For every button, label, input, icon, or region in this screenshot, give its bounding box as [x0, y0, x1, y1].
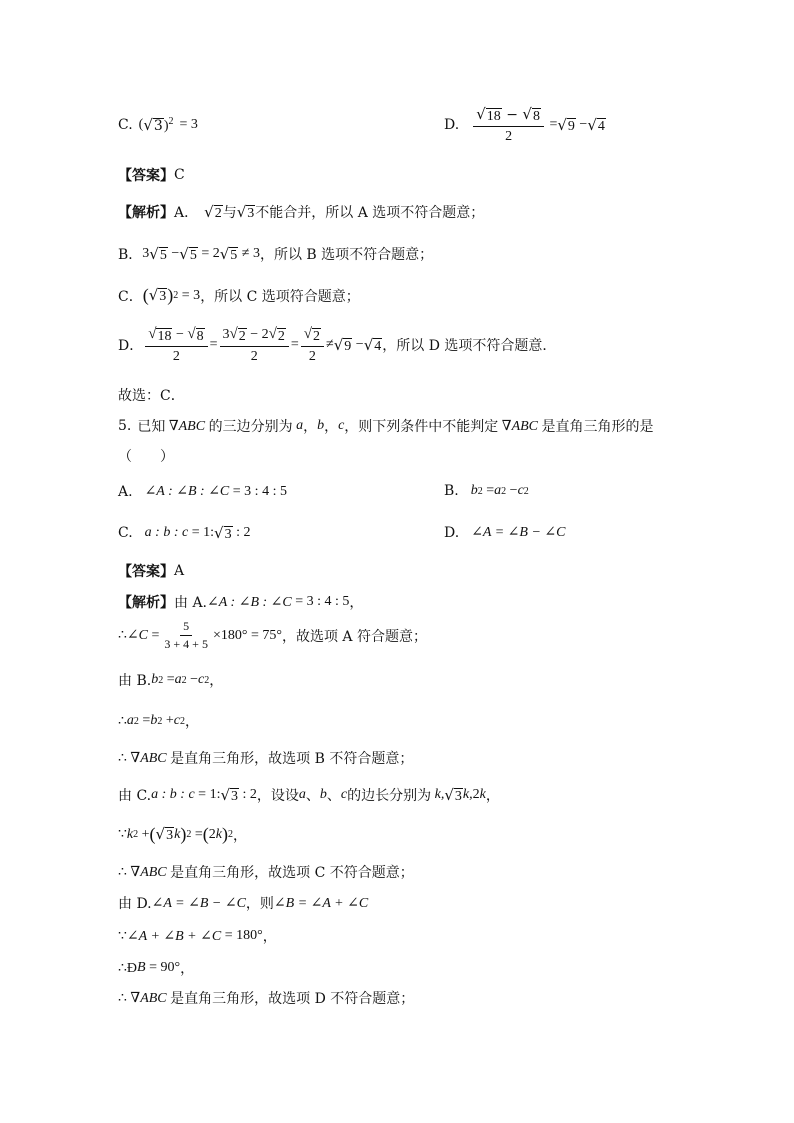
- option-label: D.: [444, 117, 460, 134]
- analysis2-line-9: 由 D. ∠A = ∠B − ∠C ，则 ∠B = ∠A + ∠C: [118, 895, 369, 912]
- question-5-paren: （ ）: [118, 449, 174, 465]
- answer-value: A: [174, 563, 185, 579]
- prev-option-c: C. ( √ 3 )$^2$ = 3: [118, 116, 198, 135]
- analysis2-line-12: ∴ ∇ABC 是直角三角形，故选项 D 不符合题意；: [118, 990, 415, 1007]
- analysis-line-c: C． ( √ 3 ) 2 = 3 ，所以 C 选项符合题意；: [118, 285, 360, 305]
- conclusion-line: 故选：C．: [118, 388, 185, 404]
- q5-option-b: B. b 2 = a 2 − c 2: [444, 483, 529, 499]
- answer-label: 【答案】: [118, 168, 174, 184]
- analysis2-line-10: ∵ ∠A + ∠B + ∠C = 180° ，: [118, 928, 277, 945]
- analysis2-line-8: ∴ ∇ABC 是直角三角形，故选项 C 不符合题意；: [118, 864, 414, 881]
- analysis-label: 【解析】: [118, 205, 174, 221]
- answer-line-2: [118, 561, 184, 581]
- option-text: = 3: [179, 117, 198, 133]
- analysis2-line-2: ∴ ∠C = $\frac{5}{3 + 4 + 5}$ ×180° = 75° ，故选项 A 符合题意；: [118, 619, 427, 652]
- analysis2-line-5: ∴ ∇ABC 是直角三角形，故选项 B 不符合题意；: [118, 750, 414, 767]
- analysis-line-a: 【解析】 A． √ 2 与 √ 3 不能合并，所以 A 选项不符合题意；: [118, 202, 485, 221]
- answer-line: [118, 165, 185, 185]
- analysis2-line-4: ∴ a 2 = b 2 + c 2 ，: [118, 713, 199, 730]
- analysis-line-b: B． 3 √ 5 − √ 5 = 2 √ 5 ≠ 3 ，所以 B 选项不符合题意；: [118, 244, 434, 263]
- analysis-line-d: D． √ 18 − √ 8 2 = 3 √ 2 − 2 √ 2 2 = √ 2 2 ≠ √ 9 − √ 4 ，所以 D 选项不符合题意．: [118, 326, 557, 365]
- prev-option-d: D. √ 18 − √ 8 2 = √ 9 − √ 4: [444, 105, 605, 145]
- analysis2-line-6: 由 C. a : b : c = 1: √ 3 : 2 ，设设 a 、 b 、 c 的边长分别为 k, √ 3 k, 2 k ，: [118, 785, 500, 804]
- analysis2-line-11: ∴Ð B = 90° ，: [118, 960, 195, 977]
- option-label: C.: [118, 117, 133, 134]
- question-number: 5.: [118, 418, 132, 434]
- answer-label: 【答案】: [118, 564, 174, 580]
- q5-option-d: D. ∠A = ∠B − ∠C: [444, 524, 566, 541]
- analysis2-line-3: 由 B. b 2 = a 2 − c 2 ，: [118, 672, 224, 689]
- answer-value: C: [174, 167, 185, 183]
- fraction: √ 18 − √ 8 2: [473, 106, 544, 145]
- q5-option-c: C. a : b : c = 1: √ 3 : 2: [118, 524, 251, 542]
- analysis2-line-7: ∵ k 2 + ( √ 3 k ) 2 = ( 2 k ) 2 ，: [118, 824, 247, 844]
- question-5-stem: 5. 已知 ∇ABC 的三边分别为 a ， b ， c ，则下列条件中不能判定 ∇ABC 是直角三角形的是: [118, 418, 654, 435]
- analysis2-line-1: 【解析】 由 A. ∠A : ∠B : ∠C = 3 : 4 : 5 ，: [118, 594, 364, 611]
- q5-option-a: A. ∠A : ∠B : ∠C = 3 : 4 : 5: [118, 483, 287, 500]
